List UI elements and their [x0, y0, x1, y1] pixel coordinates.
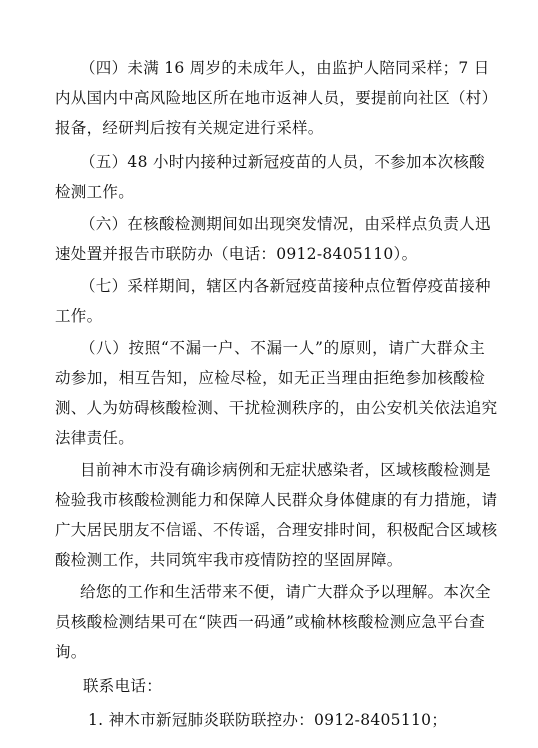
item-8-line-3: 测、人为妨碍核酸检测、干扰检测秩序的，由公安机关依法追究	[55, 399, 498, 417]
paragraph-status-line-1: 目前神木市没有确诊病例和无症状感染者，区域核酸检测是	[80, 461, 491, 479]
contact-item-1: 1. 神木市新冠肺炎联防联控办：0912-8405110；	[88, 711, 448, 729]
item-4-line-2: 内从国内中高风险地区所在地市返神人员，要提前向社区（村）	[55, 89, 498, 107]
item-6-line-2: 速处置并报告市联防办（电话：0912-8405110）。	[55, 245, 418, 263]
item-7-line-1: （七）采样期间，辖区内各新冠疫苗接种点位暂停疫苗接种	[80, 277, 491, 295]
item-7-line-2: 工作。	[55, 307, 103, 325]
paragraph-apology-line-1: 给您的工作和生活带来不便，请广大群众予以理解。本次全	[80, 583, 491, 601]
item-5-line-1: （五）48 小时内接种过新冠疫苗的人员，不参加本次核酸	[80, 153, 485, 171]
item-6-line-1: （六）在核酸检测期间如出现突发情况，由采样点负责人迅	[80, 215, 491, 233]
item-5-line-2: 检测工作。	[55, 183, 135, 201]
paragraph-status-line-4: 酸检测工作，共同筑牢我市疫情防控的坚固屏障。	[55, 551, 403, 569]
contact-heading: 联系电话：	[83, 677, 163, 695]
item-8-line-1: （八）按照“不漏一户、不漏一人”的原则，请广大群众主	[80, 339, 485, 357]
item-8-line-4: 法律责任。	[55, 429, 135, 447]
paragraph-apology-line-3: 询。	[55, 643, 87, 661]
paragraph-apology-line-2: 员核酸检测结果可在“陕西一码通”或榆林核酸检测应急平台查	[55, 613, 485, 631]
item-4-line-1: （四）未满 16 周岁的未成年人，由监护人陪同采样；7 日	[80, 59, 490, 77]
item-4-line-3: 报备，经研判后按有关规定进行采样。	[55, 119, 324, 137]
item-8-line-2: 动参加，相互告知，应检尽检，如无正当理由拒绝参加核酸检	[55, 369, 485, 387]
paragraph-status-line-2: 检验我市核酸检测能力和保障人民群众身体健康的有力措施，请	[55, 491, 498, 509]
paragraph-status-line-3: 广大居民朋友不信谣、不传谣，合理安排时间，积极配合区域核	[55, 521, 498, 539]
